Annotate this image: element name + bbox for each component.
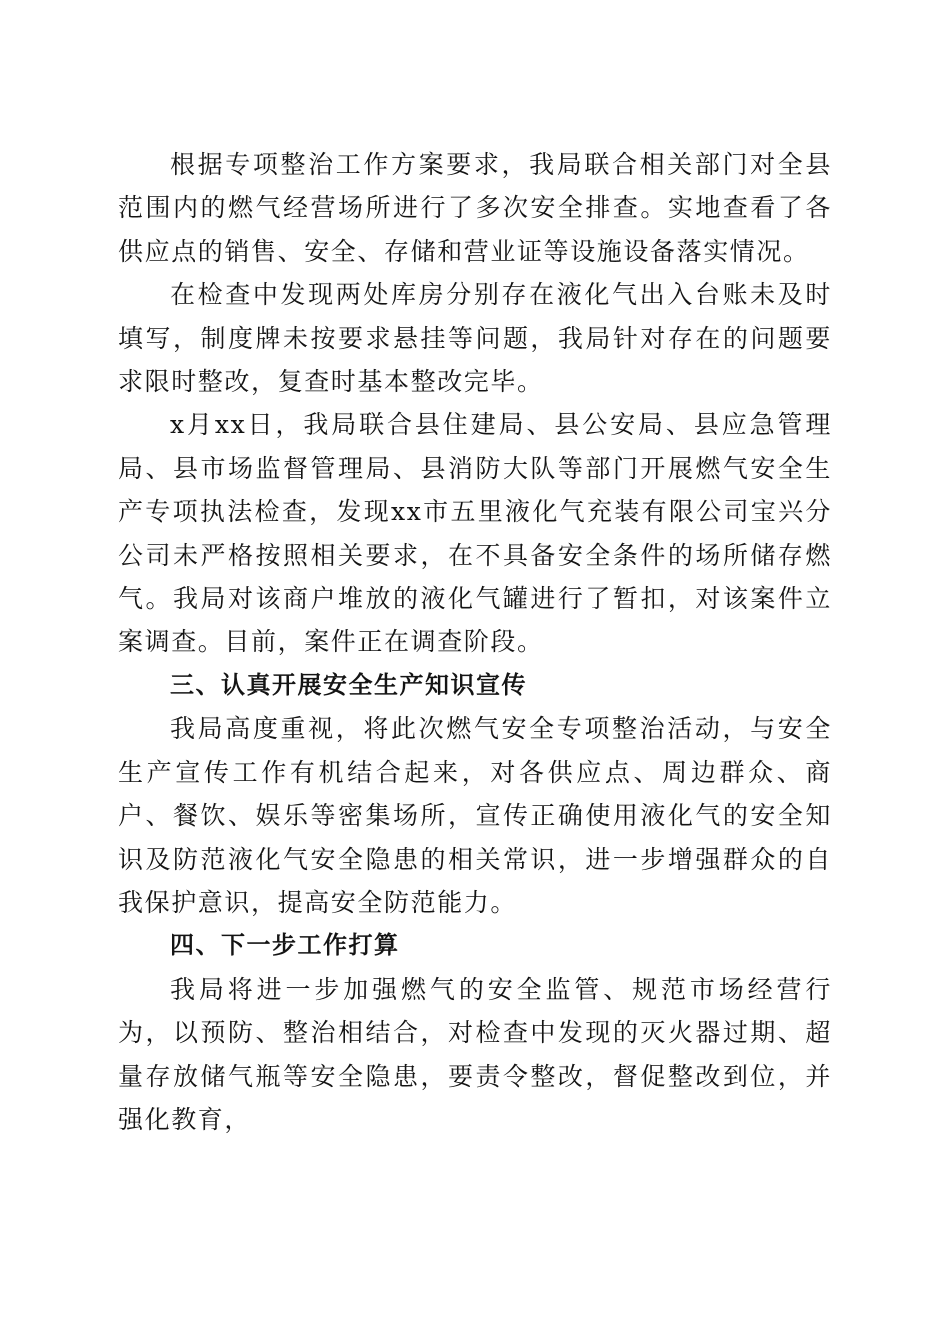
paragraph-issues-found: 在检查中发现两处库房分别存在液化气出入台账未及时填写，制度牌未按要求悬挂等问题，我局针对存在的问题要求限时整改，复查时基本整改完毕。 [118,280,832,397]
paragraph-next-steps: 我局将进一步加强燃气的安全监管、规范市场经营行为，以预防、整治相结合，对检查中发现的灭火器过期、超量存放储气瓶等安全隐患，要责令整改，督促整改到位，并强化教育， [118,974,832,1134]
paragraph-inspection-scope: 根据专项整治工作方案要求，我局联合相关部门对全县范围内的燃气经营场所进行了多次安全排查。实地查看了各供应点的销售、安全、存储和营业证等设施设备落实情况。 [118,150,832,266]
paragraph-publicity: 我局高度重视，将此次燃气安全专项整治活动，与安全生产宣传工作有机结合起来，对各供应点、周边群众、商户、餐饮、娱乐等密集场所，宣传正确使用液化气的安全知识及防范液化气安全隐患的相关常识，进一步增强群众的自我保护意识，提高安全防范能力。 [118,714,832,917]
section-heading-publicity: 三、认真开展安全生产知识宣传 [170,670,527,699]
section-heading-next-steps: 四、下一步工作打算 [170,931,400,960]
document-body [118,143,832,1141]
paragraph-joint-enforcement: x月xx日，我局联合县住建局、县公安局、县应急管理局、县市场监督管理局、县消防大队等部门开展燃气安全生产专项执法检查，发现xx市五里液化气充装有限公司宝兴分公司未严格按照相关要求，在不具备安全条件的场所储存燃气。我局对该商户堆放的液化气罐进行了暂扣，对该案件立案调查。目前，案件正在调查阶段。 [118,410,832,657]
